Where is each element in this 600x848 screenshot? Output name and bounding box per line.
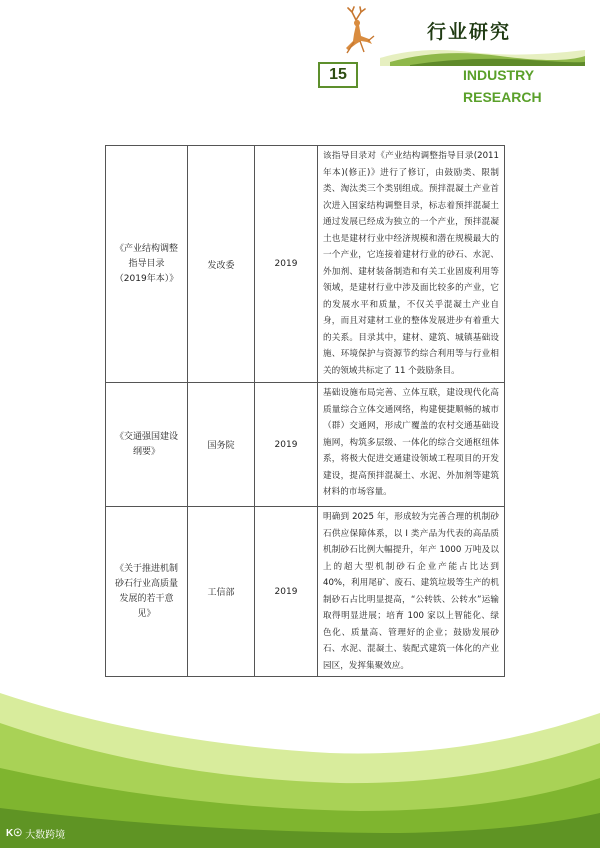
brand-logo bbox=[6, 826, 65, 841]
header-english-label bbox=[463, 64, 542, 108]
year-cell: 2019 bbox=[255, 507, 318, 677]
issuer-cell: 发改委 bbox=[188, 146, 255, 383]
table-row bbox=[106, 507, 505, 677]
policy-content-cell: 该指导目录对《产业结构调整指导目录(2011年本)(修正)》进行了修订，由鼓励类、限制类、淘汰类三个类别组成。预拌混凝土产业首次进入国家结构调整目录，标志着预拌混凝土通过发展已经成为独立的一个产业，预拌混凝土也是建材行业中经济规模和潜在规模最大的一个产业，它连接着建材行业的砂石、水泥、外加剂、建材装备制造和有关工业固废利用等领域，是建材行业中涉及面比较多的产业，它的发展水平和质量，不仅关乎混凝土产业自身，而且对建材工业的整体发展进步有着重大的关系。目录其中，建材、建筑、城镇基础设施、环境保护与资源节约综合利用等与行业相关的领域共标定了 11 个鼓励条目。 bbox=[318, 146, 505, 383]
header-en-line1: INDUSTRY bbox=[463, 67, 535, 83]
header-title: 行业研究 bbox=[427, 21, 512, 43]
year-cell: 2019 bbox=[255, 383, 318, 507]
grass-banner-decoration bbox=[380, 44, 585, 66]
policy-content-cell: 基础设施布局完善、立体互联，建设现代化高质量综合立体交通网络，构建便捷顺畅的城市（群）交通网，形成广覆盖的农村交通基础设施网，构筑多层级、一体化的综合交通枢纽体系，将极大促进交通建设领域工程项目的开发建设，提高预拌混凝土、水泥、外加剂等建筑材料的市场容量。 bbox=[318, 383, 505, 507]
table-row bbox=[106, 146, 505, 383]
brand-name: 大数跨境 bbox=[25, 830, 66, 841]
issuer-cell: 国务院 bbox=[188, 383, 255, 507]
policy-name-cell: 《产业结构调整指导目录（2019年本）》 bbox=[106, 146, 188, 383]
deer-logo-icon bbox=[334, 6, 380, 56]
brand-mark-icon: K☉ bbox=[6, 828, 23, 839]
policy-content-cell: 明确到 2025 年，形成较为完善合理的机制砂石供应保障体系，以 I 类产品为代表的高品质机制砂石比例大幅提升，年产 1000 万吨及以上的超大型机制砂石企业产能占比达到 40%，利用尾矿、废石、建筑垃圾等生产的机制砂石占比明显提高，“公转铁、公转水”运输取得明显进展；培育 100 家以上智能化、绿色化、质量高、管理好的企业；鼓励发展砂石、水泥、混凝土、装配式建筑一体化的产业园区，发挥集聚效应。 bbox=[318, 507, 505, 677]
page-number: 15 bbox=[318, 62, 358, 88]
issuer-cell: 工信部 bbox=[188, 507, 255, 677]
policy-name-cell: 《关于推进机制砂石行业高质量发展的若干意见》 bbox=[106, 507, 188, 677]
year-cell: 2019 bbox=[255, 146, 318, 383]
table-row bbox=[106, 383, 505, 507]
policy-name-cell: 《交通强国建设纲要》 bbox=[106, 383, 188, 507]
grass-footer-decoration bbox=[0, 683, 600, 848]
policy-table bbox=[105, 145, 505, 677]
header-en-line2: RESEARCH bbox=[463, 89, 542, 105]
